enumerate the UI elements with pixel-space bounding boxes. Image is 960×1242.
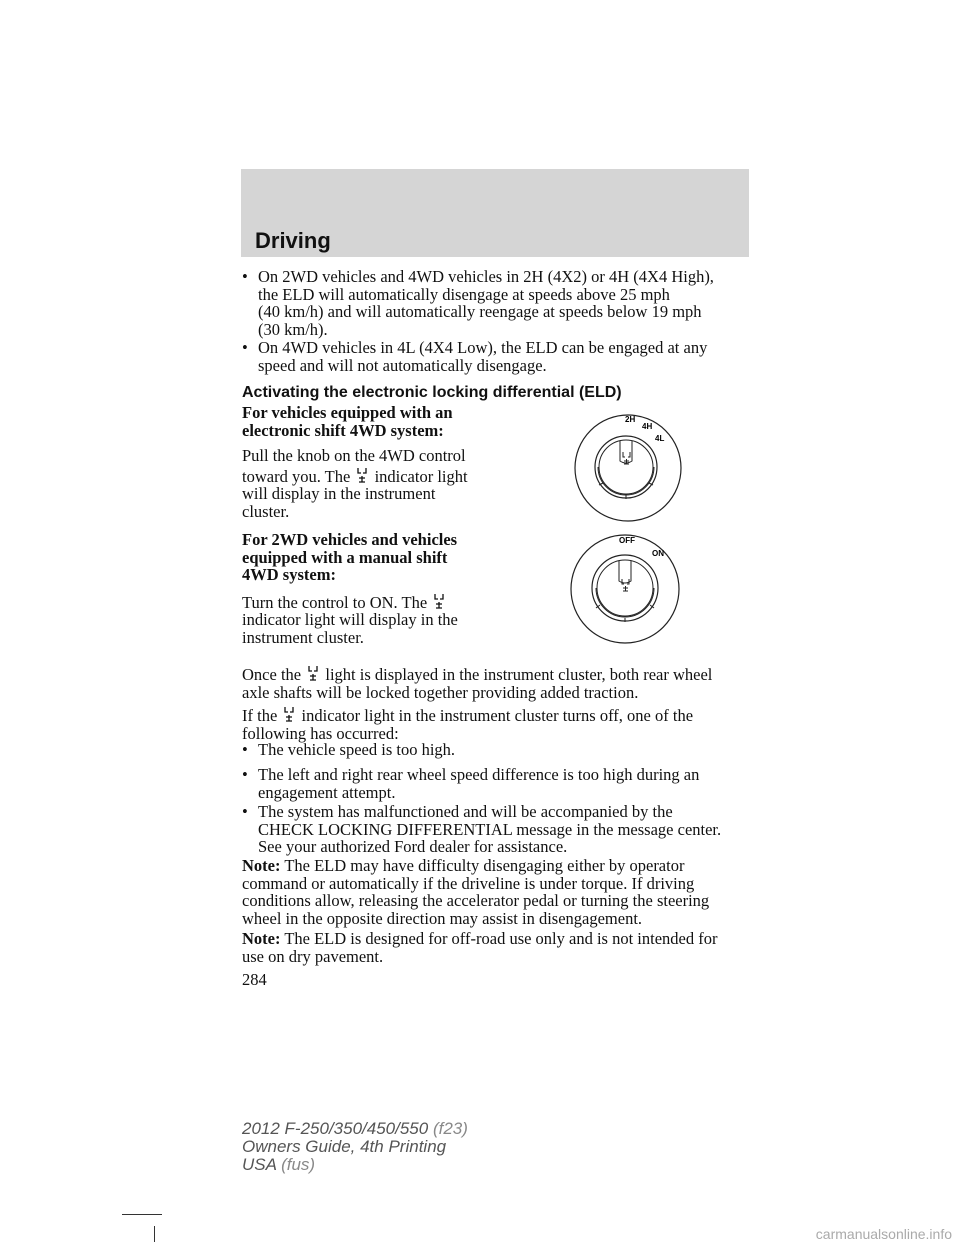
bullet-line: engagement attempt. <box>258 782 396 802</box>
body-text: Once the <box>242 665 302 684</box>
subheading-line: 4WD system: <box>242 565 336 585</box>
bullet-dot: • <box>242 740 248 759</box>
subheading-line: For vehicles equipped with an <box>242 403 453 422</box>
dial-label-4l: 4L <box>655 434 665 443</box>
subheading-line: equipped with a manual shift <box>242 547 448 567</box>
locking-differential-icon <box>432 592 446 610</box>
bullet-line: See your authorized Ford dealer for assistance. <box>258 837 568 857</box>
footer-market-code: (fus) <box>281 1155 316 1174</box>
body-text: indicator light in the instrument cluster turns off, one of the <box>301 706 694 725</box>
section-title: Driving <box>255 228 331 253</box>
body-line: use on dry pavement. <box>242 946 384 966</box>
locking-differential-icon <box>306 664 320 682</box>
body-line: wheel in the opposite direction may assist in disengagement. <box>242 908 643 928</box>
page-number: 284 <box>242 970 267 989</box>
crop-mark <box>122 1214 162 1215</box>
bullet-line: the ELD will automatically disengage at speeds above 25 mph <box>258 284 670 304</box>
bullet-line: (30 km/h). <box>258 319 328 339</box>
bullet-line: On 4WD vehicles in 4L (4X4 Low), the ELD can be engaged at any <box>258 338 708 357</box>
electronic-shift-block <box>242 404 468 521</box>
dial-label-off: OFF <box>619 536 635 545</box>
bullet-dot: • <box>242 338 248 357</box>
body-line: instrument cluster. <box>242 627 364 647</box>
bullet-line: speed and will not automatically disengage. <box>258 355 547 375</box>
bullet-line: On 2WD vehicles and 4WD vehicles in 2H (4X2) or 4H (4X4 High), <box>258 267 714 286</box>
locking-differential-icon <box>282 705 296 723</box>
bullet-dot: • <box>242 802 248 821</box>
body-text: toward you. The <box>242 466 351 486</box>
4wd-control-dial <box>570 405 690 525</box>
dial-label-2h: 2H <box>625 415 636 424</box>
footer-edition: Owners Guide, 4th Printing <box>242 1137 447 1156</box>
bullet-dot: • <box>242 765 248 784</box>
body-text: The ELD may have difficulty disengaging either by operator <box>284 856 685 875</box>
body-line: conditions allow, releasing the accelerator pedal or turning the steering <box>242 891 710 911</box>
watermark: carmanualsonline.info <box>815 1226 952 1242</box>
eld-control-dial <box>565 531 685 651</box>
body-text: The ELD is designed for off-road use only and is not intended for <box>284 929 718 948</box>
body-text: If the <box>242 706 278 725</box>
body-line: axle shafts will be locked together providing added traction. <box>242 682 639 702</box>
note-paragraph <box>242 857 709 927</box>
note-label: Note: <box>242 856 281 875</box>
body-line: will display in the instrument <box>242 484 436 504</box>
crop-mark <box>154 1226 155 1242</box>
body-text: light is displayed in the instrument cluster, both rear wheel <box>325 665 713 684</box>
body-line: command or automatically if the driveline is under torque. If driving <box>242 873 695 893</box>
body-text: Turn the control to ON. The <box>242 592 428 612</box>
body-line: indicator light will display in the <box>242 610 458 630</box>
bullet-line: (40 km/h) and will automatically reengage at speeds below 19 mph <box>258 302 702 322</box>
note-label: Note: <box>242 929 281 948</box>
dial-label-on: ON <box>652 549 664 558</box>
bullet-line: The system has malfunctioned and will be accompanied by the <box>258 802 673 821</box>
dial-label-4h: 4H <box>642 422 653 431</box>
note-paragraph <box>242 930 718 965</box>
body-text: indicator light <box>374 466 468 486</box>
body-line: Pull the knob on the 4WD control <box>242 446 466 466</box>
bullet-line: The vehicle speed is too high. <box>258 740 456 759</box>
subheading-line: For 2WD vehicles and vehicles <box>242 530 458 549</box>
bullet-dot: • <box>242 267 248 286</box>
section-heading: Activating the electronic locking differential (ELD) <box>242 384 622 401</box>
footer-model: 2012 F-250/350/450/550 <box>242 1119 429 1138</box>
document-footer <box>242 1120 468 1174</box>
body-line: following has occurred: <box>242 723 399 743</box>
once-paragraph <box>242 664 712 701</box>
footer-market: USA <box>242 1155 277 1174</box>
body-line: cluster. <box>242 501 290 521</box>
bullet-line: The left and right rear wheel speed difference is too high during an <box>258 765 700 784</box>
bullet-line: CHECK LOCKING DIFFERENTIAL message in the message center. <box>258 819 722 839</box>
locking-differential-icon <box>355 466 369 484</box>
ifthe-paragraph <box>242 705 693 742</box>
footer-code: (f23) <box>432 1119 468 1138</box>
manual-shift-block <box>242 531 458 647</box>
subheading-line: electronic shift 4WD system: <box>242 420 444 440</box>
